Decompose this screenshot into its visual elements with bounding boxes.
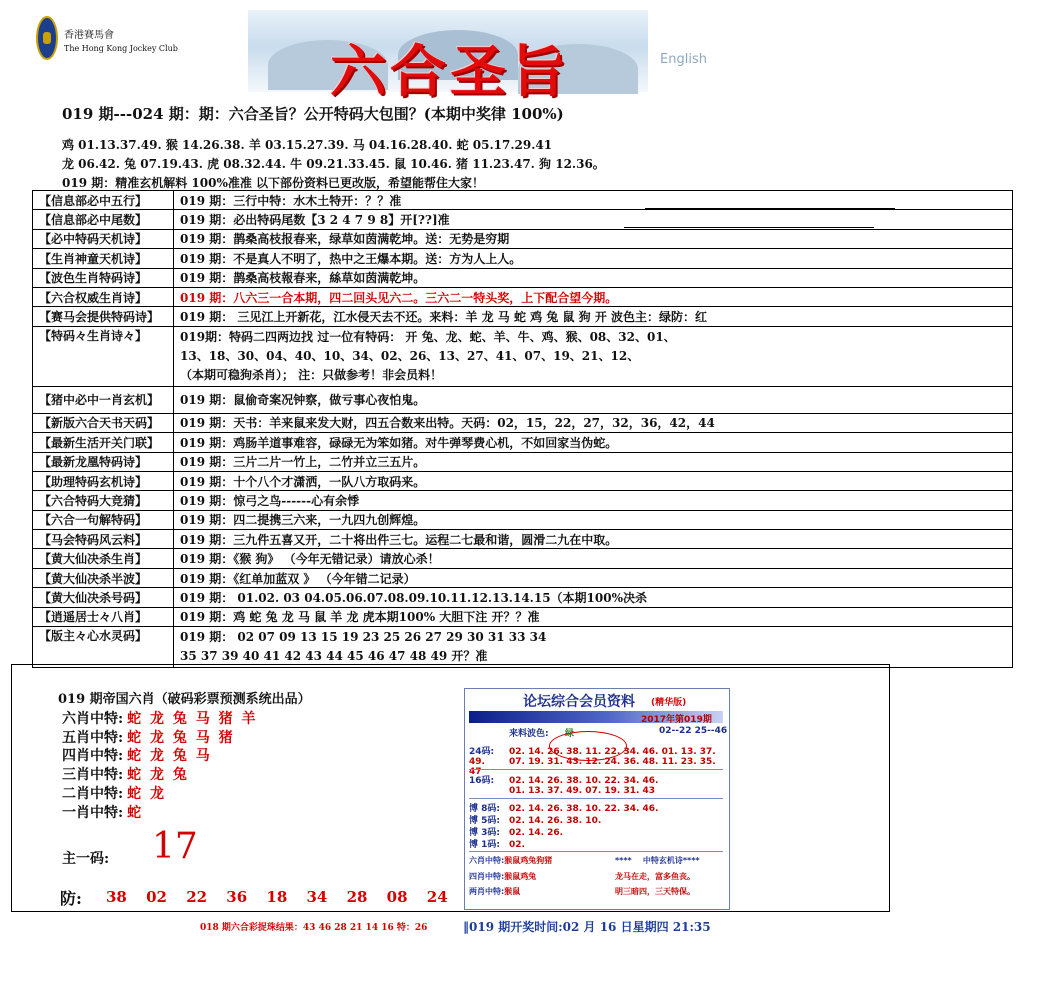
row-label: 【生肖神童天机诗】 (33, 249, 174, 268)
row-text: 019 期：《猴 狗》 （今年无错记录）请放心杀！ (174, 549, 1013, 568)
english-link[interactable]: English (660, 52, 707, 67)
card-title: 论坛综合会员资料 (523, 694, 635, 710)
row-label: 【猪中必中一肖玄机】 (33, 386, 174, 413)
pick-row: 二肖中特: 蛇 龙 (62, 786, 167, 802)
table-row (33, 549, 1013, 568)
member-data-card (464, 688, 730, 910)
table-row (33, 627, 1013, 668)
card-foot-row: 两肖中特:猴鼠 (469, 887, 521, 896)
table-row (33, 249, 1013, 268)
card-row: 24码: 02. 14. 26. 38. 11. 22. 34. 46. 01. 13. 37. 49. (469, 747, 716, 767)
row-label: 【六合权威生肖诗】 (33, 287, 174, 306)
zodiac-row: 鸡 01.13.37.49. 猴 14.26.38. 羊 03.15.27.39. 马 04.16.28.40. 蛇 05.17.29.41 (62, 138, 553, 152)
pick-row: 六肖中特: 蛇 龙 兔 马 猪 羊 (62, 711, 258, 727)
table-row (33, 413, 1013, 432)
card-wave-numbers: 02--22 25--46 (659, 726, 728, 736)
row-text: 019 期：八六三一合本期，四二回头见六二。三六二一特头奖，上下配合望今期。 (174, 287, 1013, 306)
card-row: 01. 13. 37. 49. 07. 19. 31. 43 (509, 786, 656, 796)
row-text: 019 期：鸡肠羊道事难容，碌碌无为笨如猪。对牛弹琴费心机，不如回家当伪蛇。 (174, 433, 1013, 452)
page-headline: 019 期---024 期：期：六合圣旨？公开特码大包围？(本期中奖律 100%) (62, 105, 564, 123)
jockey-club-logo (36, 16, 58, 60)
card-period: 2017年第019期 (641, 715, 712, 725)
table-row (33, 491, 1013, 510)
card-divider (469, 851, 723, 852)
banner-title: 六合圣旨 (330, 39, 570, 105)
table-row (33, 530, 1013, 549)
card-row: 博 3码: 02. 14. 26. (469, 828, 564, 838)
table-row (33, 510, 1013, 529)
logo-english-name: The Hong Kong Jockey Club (64, 44, 178, 53)
row-text: 019 期： 三见江上开新花，江水侵天去不还。来料：羊 龙 马 蛇 鸡 兔 鼠 狗 开 波色主：绿防：红 (174, 307, 1013, 326)
row-label: 【新版六合天书天码】 (33, 413, 174, 432)
pick-row: 一肖中特: 蛇 (62, 805, 144, 821)
row-text: 019 期：天书：羊来鼠来发大财，四五合数来出特。天码：02，15，22，27，32，36，42，44 (174, 413, 1013, 432)
card-foot-row: 六肖中特:猴鼠鸡兔狗猪 (469, 856, 553, 865)
row-text: 019 期： 02 07 09 13 15 19 23 25 26 27 29 30 31 33 34 35 37 39 40 41 42 43 44 45 46 47 48 49 开？准 (174, 627, 1013, 668)
card-foot-right: **** 中特玄机诗**** (615, 856, 700, 865)
card-wave-value: 绿 (565, 729, 575, 739)
row-label: 【黄大仙决杀半波】 (33, 568, 174, 587)
empire-six-title: 019 期帝国六肖（破码彩票预测系统出品） (58, 692, 311, 707)
row-text: 019 期：四二提携三六来，一九四九创辉煌。 (174, 510, 1013, 529)
row-label: 【六合一句解特码】 (33, 510, 174, 529)
table-row (33, 210, 1013, 229)
card-foot-right: 龙马在走，富多鱼丧。 (615, 872, 695, 881)
row-label: 【赛马会提供特码诗】 (33, 307, 174, 326)
row-label: 【助理特码玄机诗】 (33, 471, 174, 490)
table-row (33, 588, 1013, 607)
row-text: 019 期： 01.02. 03 04.05.06.07.08.09.10.11.12.13.14.15（本期100%决杀 (174, 588, 1013, 607)
row-text: 019 期：三九件五喜又开，二十将出件三七。运程二七最和谐，圆滑二九在中取。 (174, 530, 1013, 549)
row-label: 【特码々生肖诗々】 (33, 326, 174, 386)
card-row: 博 5码: 02. 14. 26. 38. 10. (469, 816, 602, 826)
row-label: 【六合特码大竞猜】 (33, 491, 174, 510)
logo-chinese-name: 香港賽馬會 (64, 30, 114, 41)
table-row (33, 386, 1013, 413)
row-text: 019 期：十个八个才潇洒，一队八方取码来。 (174, 471, 1013, 490)
notice-row: 019 期：精准玄机解料 100%准准 以下部份资料已更改版，希望能帮住大家！ (62, 176, 485, 190)
table-row (33, 307, 1013, 326)
row-label: 【黄大仙决杀号码】 (33, 588, 174, 607)
card-foot-row: 四肖中特:猴鼠鸡兔 (469, 872, 537, 881)
table-row (33, 433, 1013, 452)
card-row: 16码: 02. 14. 26. 38. 10. 22. 34. 46. (469, 776, 659, 786)
main-number: 17 (152, 826, 198, 867)
info-table (32, 190, 1013, 668)
row-text: 019 期：三行中特：水木土特开：？？准 (174, 191, 1013, 210)
row-text: 019 期：惊弓之鸟------心有余悸 (174, 491, 1013, 510)
row-label: 【版主々心水灵码】 (33, 627, 174, 668)
pick-row: 四肖中特: 蛇 龙 兔 马 (62, 748, 212, 764)
row-text: 019 期：鹊桑高枝报春来，绿草如茵满乾坤。送：无势是穷期 (174, 229, 1013, 248)
table-row (33, 191, 1013, 210)
card-row: 博 1码: 02. (469, 840, 525, 850)
row-label: 【逍遥居士々八肖】 (33, 607, 174, 626)
table-row (33, 568, 1013, 587)
zodiac-row: 龙 06.42. 兔 07.19.43. 虎 08.32.44. 牛 09.21.33.45. 鼠 10.46. 猪 11.23.47. 狗 12.36。 (62, 157, 605, 171)
card-row: 博 8码: 02. 14. 26. 38. 10. 22. 34. 46. (469, 804, 659, 814)
card-divider (469, 769, 723, 770)
table-row (33, 268, 1013, 287)
defense-label: 防: (60, 889, 82, 908)
pick-row: 三肖中特: 蛇 龙 兔 (62, 767, 189, 783)
row-label: 【波色生肖特码诗】 (33, 268, 174, 287)
pick-row: 五肖中特: 蛇 龙 兔 马 猪 (62, 730, 235, 746)
card-edition: (精华版) (651, 698, 687, 708)
row-text: 019 期：鸡 蛇 兔 龙 马 鼠 羊 龙 虎本期100% 大胆下注 开？？准 (174, 607, 1013, 626)
defense-numbers: 38 02 22 36 18 34 28 08 24 (106, 888, 448, 906)
row-text: 019 期：不是真人不明了，热中之王爆本期。送：方为人上人。 (174, 249, 1013, 268)
row-text: 019 期：三片二片一竹上，二竹并立三五片。 (174, 452, 1013, 471)
table-row (33, 229, 1013, 248)
table-row (33, 471, 1013, 490)
main-number-label: 主一码: (62, 851, 110, 867)
row-label: 【最新龙凰特码诗】 (33, 452, 174, 471)
row-label: 【必中特码天机诗】 (33, 229, 174, 248)
row-text: 019 期：鹊桑高枝報春来，絲草如茵满乾坤。 (174, 268, 1013, 287)
row-text: 019期：特码二四两边找 过一位有特码： 开 兔、龙、蛇、羊、牛、鸡、猴、08、32、01、 13、18、30、04、40、10、34、02、26、13、27、41、07、19、21、12、 （本期可稳狗杀肖）； 注：只做参考！非会员料！ (174, 326, 1013, 386)
row-label: 【黄大仙决杀生肖】 (33, 549, 174, 568)
row-text: 019 期：鼠偷奇案况钟察，做亏事心夜怕鬼。 (174, 386, 1013, 413)
row-label: 【信息部必中五行】 (33, 191, 174, 210)
row-text: 019 期：《红单加蓝双 》 （今年错二记录） (174, 568, 1013, 587)
row-text: 019 期：必出特码尾数【3 2 4 7 9 8】开[??]准 (174, 210, 1013, 229)
card-divider (469, 798, 723, 799)
card-foot-right: 明三暗四，三天特保。 (615, 887, 695, 896)
card-wave-label: 来料波色: (509, 729, 549, 739)
table-row (33, 452, 1013, 471)
draw-time: ‖019 期开奖时间:02 月 16 日星期四 21:35 (463, 920, 711, 934)
table-row (33, 326, 1013, 386)
row-label: 【最新生活开关门联】 (33, 433, 174, 452)
row-label: 【马会特码风云料】 (33, 530, 174, 549)
previous-result: 018 期六合彩捉珠结果：43 46 28 21 14 16 特：26 (200, 923, 428, 933)
card-row: 07. 19. 31. 43. 12. 24. 36. 48. 11. 23. 35. 47 (469, 757, 716, 777)
row-label: 【信息部必中尾数】 (33, 210, 174, 229)
table-row (33, 287, 1013, 306)
table-row (33, 607, 1013, 626)
